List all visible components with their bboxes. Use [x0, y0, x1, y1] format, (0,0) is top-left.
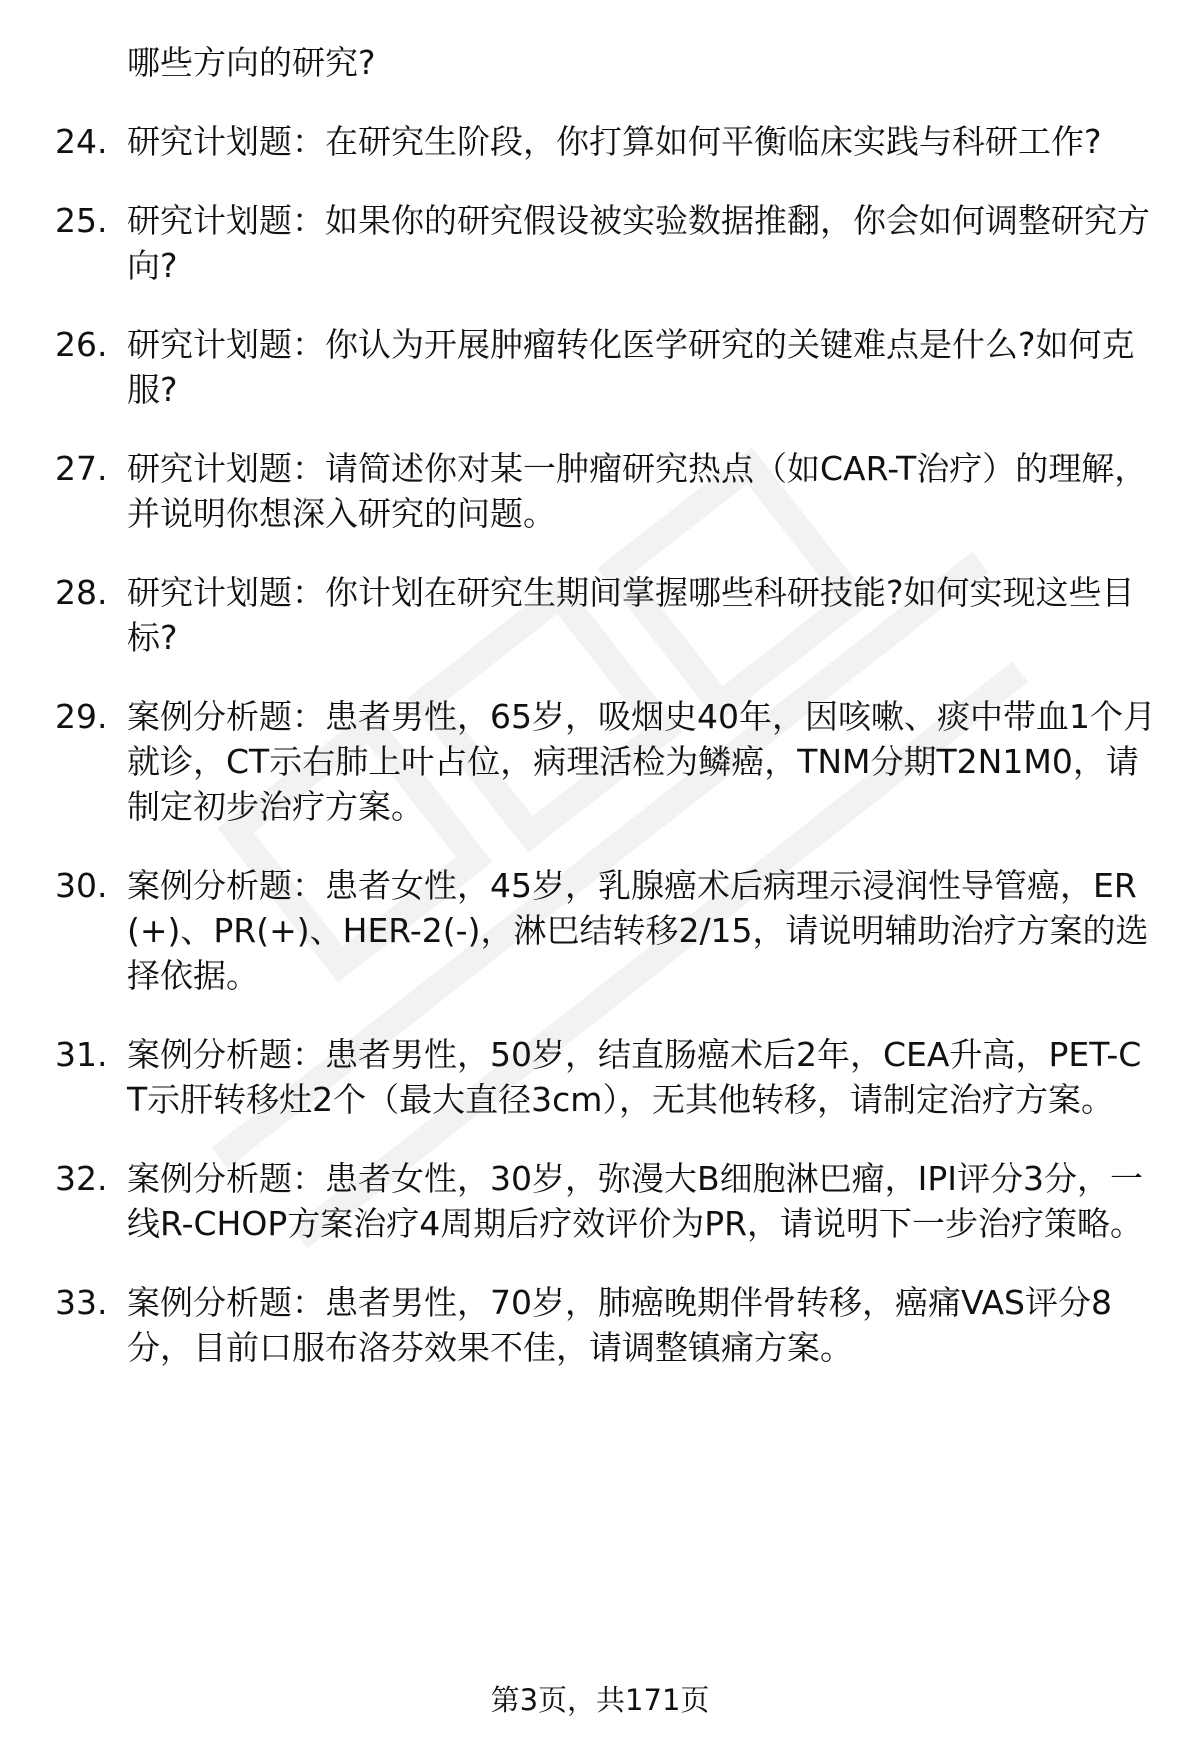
question-number: 33.	[55, 1283, 108, 1322]
page-footer: 第3页，共171页	[490, 1683, 710, 1717]
question-text: 研究计划题：在研究生阶段，你打算如何平衡临床实践与科研工作?	[127, 122, 1102, 161]
question-text: 案例分析题：患者女性，45岁，乳腺癌术后病理示浸润性导管癌，ER(+)、PR(+)、HER-2(-)，淋巴结转移2/15，请说明辅助治疗方案的选择依据。	[127, 866, 1149, 995]
question-item	[55, 119, 1160, 164]
question-item	[55, 322, 1160, 412]
question-number: 32.	[55, 1159, 108, 1198]
question-number: 27.	[55, 449, 108, 488]
question-text: 研究计划题：你认为开展肿瘤转化医学研究的关键难点是什么?如何克服?	[127, 325, 1135, 409]
question-number: 24.	[55, 122, 108, 161]
question-item	[55, 1156, 1160, 1246]
question-list	[55, 40, 1160, 1404]
question-number: 30.	[55, 866, 108, 905]
question-item	[55, 863, 1160, 998]
question-number: 29.	[55, 697, 108, 736]
question-item	[55, 570, 1160, 660]
question-text: 研究计划题：请简述你对某一肿瘤研究热点（如CAR-T治疗）的理解，并说明你想深入研究的问题。	[127, 449, 1148, 533]
question-number: 26.	[55, 325, 108, 364]
question-item	[55, 1032, 1160, 1122]
question-text: 研究计划题：如果你的研究假设被实验数据推翻，你会如何调整研究方向?	[127, 201, 1150, 285]
question-item	[55, 1280, 1160, 1370]
question-text: 案例分析题：患者男性，50岁，结直肠癌术后2年，CEA升高，PET-CT示肝转移灶2个（最大直径3cm），无其他转移，请制定治疗方案。	[127, 1035, 1142, 1119]
question-item	[55, 198, 1160, 288]
question-number: 25.	[55, 201, 108, 240]
question-item	[55, 446, 1160, 536]
question-text: 案例分析题：患者男性，65岁，吸烟史40年，因咳嗽、痰中带血1个月就诊，CT示右肺上叶占位，病理活检为鳞癌，TNM分期T2N1M0，请制定初步治疗方案。	[127, 697, 1156, 826]
question-number: 31.	[55, 1035, 108, 1074]
carry-over-text: 哪些方向的研究?	[127, 43, 376, 82]
question-number: 28.	[55, 573, 108, 612]
question-text: 案例分析题：患者男性，70岁，肺癌晚期伴骨转移，癌痛VAS评分8分，目前口服布洛芬效果不佳，请调整镇痛方案。	[127, 1283, 1112, 1367]
question-text: 案例分析题：患者女性，30岁，弥漫大B细胞淋巴瘤，IPI评分3分，一线R-CHOP方案治疗4周期后疗效评价为PR，请说明下一步治疗策略。	[127, 1159, 1144, 1243]
question-text: 研究计划题：你计划在研究生期间掌握哪些科研技能?如何实现这些目标?	[127, 573, 1135, 657]
question-item	[55, 694, 1160, 829]
